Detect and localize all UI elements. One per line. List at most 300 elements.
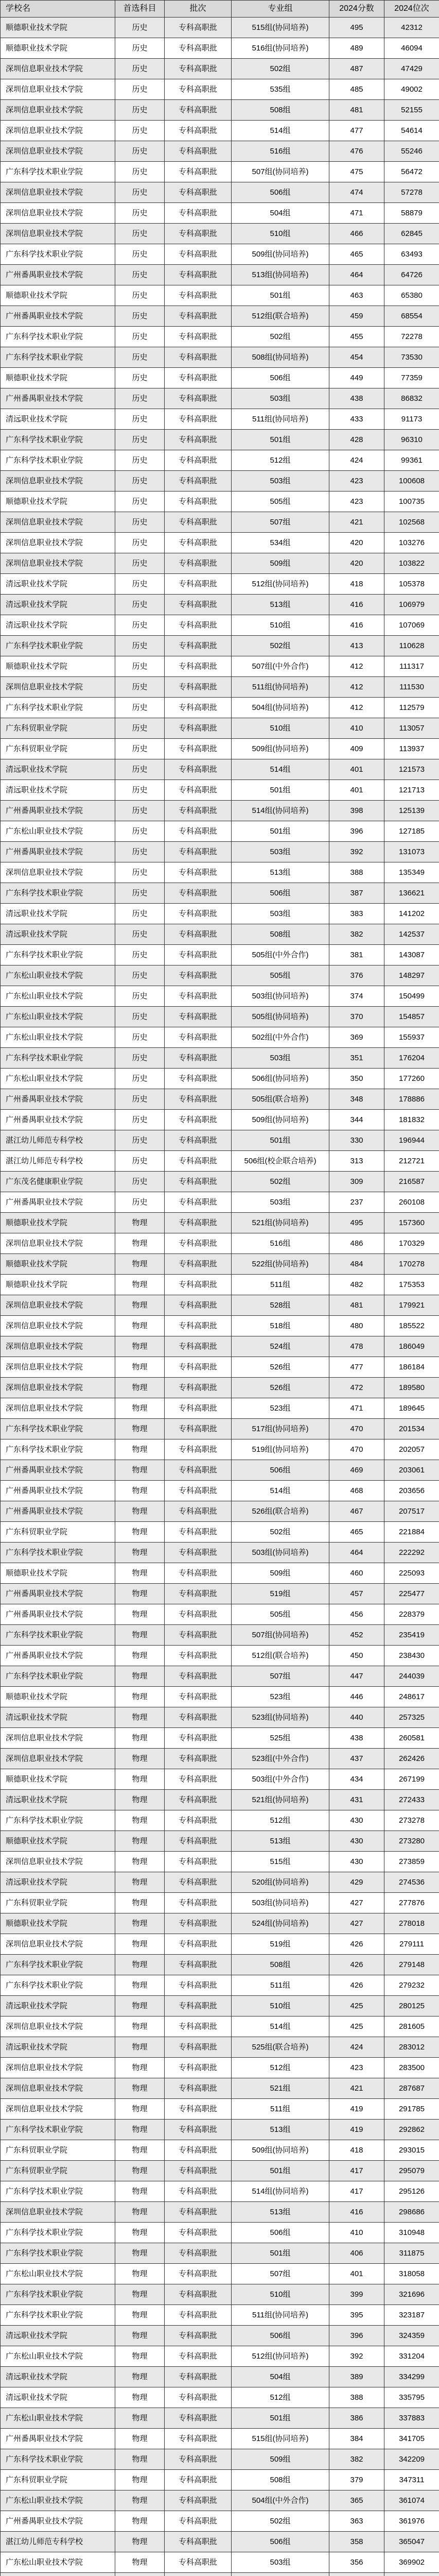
cell-subject: 物理 — [115, 1254, 165, 1275]
cell-rank: 279148 — [384, 1955, 439, 1975]
cell-subject: 历史 — [115, 553, 165, 574]
table-row — [1, 739, 439, 759]
cell-score: 386 — [329, 2408, 384, 2429]
cell-batch: 专科高职批 — [165, 2181, 232, 2202]
cell-score: 419 — [329, 2120, 384, 2140]
cell-rank: 142537 — [384, 924, 439, 945]
cell-batch: 专科高职批 — [165, 759, 232, 780]
cell-school: 清远职业技术学院 — [1, 904, 115, 924]
cell-school: 广东科贸职业学院 — [1, 2470, 115, 2490]
cell-subject: 历史 — [115, 759, 165, 780]
cell-school: 深圳信息职业技术学院 — [1, 79, 115, 100]
cell-subject: 物理 — [115, 2099, 165, 2120]
cell-subject: 历史 — [115, 1069, 165, 1089]
cell-school: 广东科贸职业学院 — [1, 2140, 115, 2161]
cell-batch: 专科高职批 — [165, 368, 232, 388]
cell-school: 清远职业技术学院 — [1, 2037, 115, 2058]
cell-score: 410 — [329, 2223, 384, 2243]
cell-rank: 112579 — [384, 698, 439, 718]
cell-subject: 物理 — [115, 1852, 165, 1872]
cell-major-group: 512组(联合培养) — [232, 306, 329, 327]
cell-score: 423 — [329, 492, 384, 512]
cell-major-group: 506组 — [232, 182, 329, 203]
cell-subject: 历史 — [115, 698, 165, 718]
table-row — [1, 2120, 439, 2140]
cell-major-group: 502组 — [232, 1172, 329, 1192]
cell-batch: 专科高职批 — [165, 2429, 232, 2449]
cell-subject: 历史 — [115, 739, 165, 759]
cell-major-group: 526组(联合培养) — [232, 1501, 329, 1522]
cell-rank: 228379 — [384, 1604, 439, 1625]
cell-major-group: 508组 — [232, 1955, 329, 1975]
cell-score: 388 — [329, 862, 384, 883]
cell-score: 449 — [329, 368, 384, 388]
cell-subject: 物理 — [115, 2326, 165, 2346]
cell-major-group: 503组 — [232, 471, 329, 492]
cell-subject: 物理 — [115, 2367, 165, 2387]
cell-subject: 物理 — [115, 2305, 165, 2326]
cell-subject: 物理 — [115, 2016, 165, 2037]
cell-score: 486 — [329, 1233, 384, 1254]
table-row — [1, 1151, 439, 1172]
cell-school: 顺德职业技术学院 — [1, 656, 115, 677]
cell-rank: 323187 — [384, 2305, 439, 2326]
cell-batch: 专科高职批 — [165, 2037, 232, 2058]
header-major-group: 专业组 — [232, 1, 329, 18]
cell-major-group: 510组 — [232, 615, 329, 636]
cell-subject: 历史 — [115, 244, 165, 265]
cell-major-group: 501组 — [232, 2408, 329, 2429]
cell-rank: 225093 — [384, 1563, 439, 1584]
table-row — [1, 2016, 439, 2037]
cell-school: 深圳信息职业技术学院 — [1, 1357, 115, 1378]
cell-batch: 专科高职批 — [165, 1501, 232, 1522]
cell-rank: 131073 — [384, 842, 439, 862]
cell-score: 395 — [329, 2305, 384, 2326]
cell-school: 广州番禺职业技术学院 — [1, 801, 115, 821]
table-row — [1, 2449, 439, 2470]
cell-score: 427 — [329, 1913, 384, 1934]
cell-school: 广东松山职业技术学院 — [1, 2264, 115, 2284]
cell-batch: 专科高职批 — [165, 1810, 232, 1831]
cell-major-group: 506组 — [232, 368, 329, 388]
table-row — [1, 986, 439, 1007]
cell-batch: 专科高职批 — [165, 512, 232, 533]
cell-score: 456 — [329, 1604, 384, 1625]
table-row — [1, 1563, 439, 1584]
cell-school: 广东科学技术职业学院 — [1, 2181, 115, 2202]
cell-major-group: 520组(协同培养) — [232, 1872, 329, 1893]
cell-score: 423 — [329, 471, 384, 492]
cell-school: 广东科学技术职业学院 — [1, 1419, 115, 1439]
cell-batch: 专科高职批 — [165, 59, 232, 79]
cell-major-group: 515组(协同培养) — [232, 18, 329, 38]
cell-rank: 46094 — [384, 38, 439, 59]
table-row — [1, 18, 439, 38]
cell-subject: 物理 — [115, 1439, 165, 1460]
cell-major-group: 524组 — [232, 1336, 329, 1357]
cell-school: 深圳信息职业技术学院 — [1, 1852, 115, 1872]
cell-school: 广东茂名健康职业学院 — [1, 1172, 115, 1192]
table-row — [1, 1522, 439, 1543]
cell-subject: 历史 — [115, 904, 165, 924]
table-row — [1, 533, 439, 553]
cell-major-group: 502组(中外合作) — [232, 1027, 329, 1048]
table-row — [1, 1130, 439, 1151]
table-row — [1, 1419, 439, 1439]
cell-rank: 155937 — [384, 1027, 439, 1048]
cell-batch: 专科高职批 — [165, 1749, 232, 1769]
table-row — [1, 59, 439, 79]
cell-rank: 196944 — [384, 1130, 439, 1151]
cell-school: 广东科学技术职业学院 — [1, 347, 115, 368]
cell-batch: 专科高职批 — [165, 1563, 232, 1584]
cell-school: 广东科学技术职业学院 — [1, 1666, 115, 1687]
cell-school: 深圳信息职业技术学院 — [1, 553, 115, 574]
cell-subject: 历史 — [115, 636, 165, 656]
table-row — [1, 2264, 439, 2284]
cell-score: 477 — [329, 1357, 384, 1378]
cell-subject: 历史 — [115, 203, 165, 224]
cell-score: 413 — [329, 636, 384, 656]
cell-batch: 专科高职批 — [165, 1996, 232, 2016]
cell-major-group: 508组 — [232, 100, 329, 121]
table-row — [1, 1893, 439, 1913]
cell-rank: 100608 — [384, 471, 439, 492]
cell-batch: 专科高职批 — [165, 904, 232, 924]
cell-batch: 专科高职批 — [165, 2161, 232, 2181]
cell-rank: 295079 — [384, 2161, 439, 2181]
cell-school: 深圳信息职业技术学院 — [1, 2202, 115, 2223]
cell-rank: 77359 — [384, 368, 439, 388]
table-row — [1, 1481, 439, 1501]
cell-school: 深圳信息职业技术学院 — [1, 533, 115, 553]
cell-batch: 专科高职批 — [165, 924, 232, 945]
cell-subject: 历史 — [115, 388, 165, 409]
cell-major-group: 501组 — [232, 285, 329, 306]
cell-batch: 专科高职批 — [165, 883, 232, 904]
cell-subject: 物理 — [115, 2511, 165, 2532]
cell-school: 顺德职业技术学院 — [1, 285, 115, 306]
cell-rank: 63493 — [384, 244, 439, 265]
cell-subject: 历史 — [115, 615, 165, 636]
cell-rank: 260108 — [384, 1192, 439, 1213]
cell-rank: 54614 — [384, 121, 439, 141]
cell-batch: 专科高职批 — [165, 1089, 232, 1110]
cell-major-group: 512组 — [232, 2387, 329, 2408]
table-row — [1, 842, 439, 862]
table-row — [1, 121, 439, 141]
cell-school: 广东科学技术职业学院 — [1, 883, 115, 904]
cell-major-group: 514组 — [232, 121, 329, 141]
cell-rank: 244039 — [384, 1666, 439, 1687]
cell-rank: 331204 — [384, 2346, 439, 2367]
cell-school: 广东科贸职业学院 — [1, 1893, 115, 1913]
cell-batch: 专科高职批 — [165, 1604, 232, 1625]
cell-subject: 物理 — [115, 1357, 165, 1378]
cell-major-group: 504组 — [232, 2367, 329, 2387]
cell-school: 深圳信息职业技术学院 — [1, 224, 115, 244]
cell-school: 广东松山职业技术学院 — [1, 1007, 115, 1027]
table-row — [1, 2202, 439, 2223]
table-row — [1, 2037, 439, 2058]
cell-school: 清远职业技术学院 — [1, 2326, 115, 2346]
cell-rank: 56472 — [384, 162, 439, 182]
cell-score: 309 — [329, 1172, 384, 1192]
cell-rank: 212721 — [384, 1151, 439, 1172]
cell-batch: 专科高职批 — [165, 1398, 232, 1419]
cell-major-group: 501组 — [232, 1130, 329, 1151]
cell-rank: 292862 — [384, 2120, 439, 2140]
table-row — [1, 285, 439, 306]
cell-school: 深圳信息职业技术学院 — [1, 677, 115, 698]
cell-major-group: 504组(协同培养) — [232, 698, 329, 718]
table-row — [1, 203, 439, 224]
cell-rank: 113937 — [384, 739, 439, 759]
cell-rank: 135349 — [384, 862, 439, 883]
cell-school: 深圳信息职业技术学院 — [1, 141, 115, 162]
table-row — [1, 2490, 439, 2511]
cell-rank: 72278 — [384, 327, 439, 347]
table-row — [1, 224, 439, 244]
cell-rank: 267199 — [384, 1769, 439, 1790]
cell-score: 392 — [329, 842, 384, 862]
cell-rank: 100735 — [384, 492, 439, 512]
cell-subject: 物理 — [115, 2078, 165, 2099]
cell-batch: 专科高职批 — [165, 409, 232, 430]
cell-school: 深圳信息职业技术学院 — [1, 471, 115, 492]
cell-score: 406 — [329, 2243, 384, 2264]
table-row — [1, 1172, 439, 1192]
cell-school: 顺德职业技术学院 — [1, 1254, 115, 1275]
cell-subject: 历史 — [115, 1048, 165, 1069]
cell-subject: 物理 — [115, 1501, 165, 1522]
cell-score: 477 — [329, 121, 384, 141]
cell-rank: 55246 — [384, 141, 439, 162]
cell-school: 广州番禺职业技术学院 — [1, 388, 115, 409]
table-row — [1, 2408, 439, 2429]
cell-school: 广东松山职业技术学院 — [1, 1069, 115, 1089]
cell-rank: 148297 — [384, 965, 439, 986]
cell-rank: 111317 — [384, 656, 439, 677]
cell-subject: 物理 — [115, 2181, 165, 2202]
cell-major-group: 506组(校企联合培养) — [232, 1151, 329, 1172]
cell-batch: 专科高职批 — [165, 1069, 232, 1089]
cell-score: 313 — [329, 1151, 384, 1172]
cell-subject: 历史 — [115, 224, 165, 244]
table-row — [1, 2305, 439, 2326]
cell-school: 清远职业技术学院 — [1, 780, 115, 801]
cell-major-group: 509组 — [232, 2449, 329, 2470]
table-row — [1, 718, 439, 739]
cell-batch: 专科高职批 — [165, 1934, 232, 1955]
cell-school: 深圳信息职业技术学院 — [1, 1295, 115, 1316]
cell-major-group: 515组 — [232, 1852, 329, 1872]
cell-score: 470 — [329, 1439, 384, 1460]
header-school: 学校名 — [1, 1, 115, 18]
cell-subject: 历史 — [115, 945, 165, 965]
cell-major-group: 517组(协同培养) — [232, 1419, 329, 1439]
cell-rank: 42312 — [384, 18, 439, 38]
cell-school: 广东科贸职业学院 — [1, 2161, 115, 2181]
cell-rank: 177260 — [384, 1069, 439, 1089]
cell-batch: 专科高职批 — [165, 2511, 232, 2532]
cell-school: 广州番禺职业技术学院 — [1, 2511, 115, 2532]
cell-major-group: 515组(协同培养) — [232, 2429, 329, 2449]
cell-rank: 185522 — [384, 1316, 439, 1336]
cell-rank: 279232 — [384, 1975, 439, 1996]
cell-subject: 历史 — [115, 718, 165, 739]
table-row — [1, 2532, 439, 2552]
cell-batch: 专科高职批 — [165, 1728, 232, 1749]
table-row — [1, 1872, 439, 1893]
cell-school: 广东科学技术职业学院 — [1, 1955, 115, 1975]
cell-batch: 专科高职批 — [165, 1275, 232, 1295]
cell-subject: 物理 — [115, 1975, 165, 1996]
cell-batch: 专科高职批 — [165, 2305, 232, 2326]
table-row — [1, 1646, 439, 1666]
cell-subject: 历史 — [115, 409, 165, 430]
table-row — [1, 904, 439, 924]
cell-major-group: 512组(联合培养) — [232, 1646, 329, 1666]
cell-score: 237 — [329, 1192, 384, 1213]
cell-school: 深圳信息职业技术学院 — [1, 203, 115, 224]
cell-school: 清远职业技术学院 — [1, 2367, 115, 2387]
cell-score: 425 — [329, 1996, 384, 2016]
cell-score: 457 — [329, 1584, 384, 1604]
cell-school: 广州番禺职业技术学院 — [1, 1089, 115, 1110]
cell-rank: 106979 — [384, 595, 439, 615]
cell-school: 清远职业技术学院 — [1, 574, 115, 595]
cell-batch: 专科高职批 — [165, 347, 232, 368]
cell-score: 430 — [329, 1810, 384, 1831]
cell-score: 358 — [329, 2532, 384, 2552]
cell-batch: 专科高职批 — [165, 38, 232, 59]
cell-rank: 347311 — [384, 2470, 439, 2490]
table-row — [1, 862, 439, 883]
cell-batch: 专科高职批 — [165, 492, 232, 512]
cell-major-group: 516组 — [232, 1233, 329, 1254]
cell-batch: 专科高职批 — [165, 327, 232, 347]
cell-score: 401 — [329, 2264, 384, 2284]
cell-major-group: 509组(协同培养) — [232, 244, 329, 265]
cell-major-group: 502组 — [232, 59, 329, 79]
cell-subject: 物理 — [115, 2140, 165, 2161]
cell-major-group: 514组(协同培养) — [232, 2181, 329, 2202]
cell-major-group: 503组 — [232, 2552, 329, 2573]
cell-rank: 52155 — [384, 100, 439, 121]
table-row — [1, 368, 439, 388]
table-row — [1, 821, 439, 842]
cell-subject: 历史 — [115, 162, 165, 182]
table-row — [1, 1749, 439, 1769]
cell-batch: 专科高职批 — [165, 79, 232, 100]
cell-major-group: 509组(协同培养) — [232, 2140, 329, 2161]
cell-batch: 专科高职批 — [165, 1048, 232, 1069]
cell-batch: 专科高职批 — [165, 2243, 232, 2264]
cell-major-group: 513组 — [232, 1831, 329, 1852]
cell-school: 广东松山职业技术学院 — [1, 2490, 115, 2511]
cell-rank: 154857 — [384, 1007, 439, 1027]
cell-subject: 历史 — [115, 821, 165, 842]
cell-subject: 历史 — [115, 100, 165, 121]
cell-rank: 334299 — [384, 2367, 439, 2387]
cell-batch: 专科高职批 — [165, 1707, 232, 1728]
cell-subject: 历史 — [115, 924, 165, 945]
cell-major-group: 512组 — [232, 450, 329, 471]
cell-batch: 专科高职批 — [165, 1769, 232, 1790]
cell-subject: 物理 — [115, 1707, 165, 1728]
cell-rank: 121573 — [384, 759, 439, 780]
cell-major-group: 503组(协同培养) — [232, 1543, 329, 1563]
cell-major-group: 514组 — [232, 2016, 329, 2037]
cell-school: 广州番禺职业技术学院 — [1, 1604, 115, 1625]
cell-score: 379 — [329, 2470, 384, 2490]
cell-rank: 257325 — [384, 1707, 439, 1728]
cell-batch: 专科高职批 — [165, 698, 232, 718]
cell-rank: 176204 — [384, 1048, 439, 1069]
cell-major-group: 503组 — [232, 1192, 329, 1213]
cell-subject: 物理 — [115, 1646, 165, 1666]
table-row — [1, 2058, 439, 2078]
cell-school: 深圳信息职业技术学院 — [1, 512, 115, 533]
cell-school: 深圳信息职业技术学院 — [1, 1934, 115, 1955]
cell-school: 湛江幼儿师范专科学校 — [1, 1130, 115, 1151]
cell-school: 顺德职业技术学院 — [1, 18, 115, 38]
table-row — [1, 1625, 439, 1646]
cell-school: 广东科学技术职业学院 — [1, 2120, 115, 2140]
cell-rank: 121713 — [384, 780, 439, 801]
cell-major-group: 512组 — [232, 2058, 329, 2078]
table-row — [1, 512, 439, 533]
cell-subject: 物理 — [115, 2449, 165, 2470]
cell-subject: 物理 — [115, 2470, 165, 2490]
cell-subject: 历史 — [115, 574, 165, 595]
cell-score: 416 — [329, 595, 384, 615]
cell-school: 顺德职业技术学院 — [1, 1769, 115, 1790]
cell-batch: 专科高职批 — [165, 2223, 232, 2243]
cell-score: 469 — [329, 1460, 384, 1481]
table-row — [1, 1254, 439, 1275]
cell-subject: 物理 — [115, 1316, 165, 1336]
table-row — [1, 327, 439, 347]
cell-major-group: 507组 — [232, 1666, 329, 1687]
cell-rank: 281605 — [384, 2016, 439, 2037]
cell-batch: 专科高职批 — [165, 533, 232, 553]
cell-subject: 历史 — [115, 1007, 165, 1027]
cell-subject: 历史 — [115, 368, 165, 388]
table-row — [1, 553, 439, 574]
cell-school: 广东科学技术职业学院 — [1, 430, 115, 450]
cell-school: 顺德职业技术学院 — [1, 492, 115, 512]
cell-major-group: 505组 — [232, 492, 329, 512]
header-subject: 首选科目 — [115, 1, 165, 18]
cell-subject: 物理 — [115, 1604, 165, 1625]
table-row — [1, 265, 439, 285]
cell-major-group: 512组(协同培养) — [232, 574, 329, 595]
cell-subject: 物理 — [115, 2037, 165, 2058]
cell-rank: 179921 — [384, 1295, 439, 1316]
table-row — [1, 2511, 439, 2532]
cell-subject: 历史 — [115, 79, 165, 100]
cell-batch: 专科高职批 — [165, 2326, 232, 2346]
cell-batch: 专科高职批 — [165, 780, 232, 801]
header-score: 2024分数 — [329, 1, 384, 18]
cell-batch: 专科高职批 — [165, 1893, 232, 1913]
cell-school: 广东科贸职业学院 — [1, 1522, 115, 1543]
cell-major-group: 506组 — [232, 1460, 329, 1481]
cell-major-group: 519组 — [232, 1584, 329, 1604]
